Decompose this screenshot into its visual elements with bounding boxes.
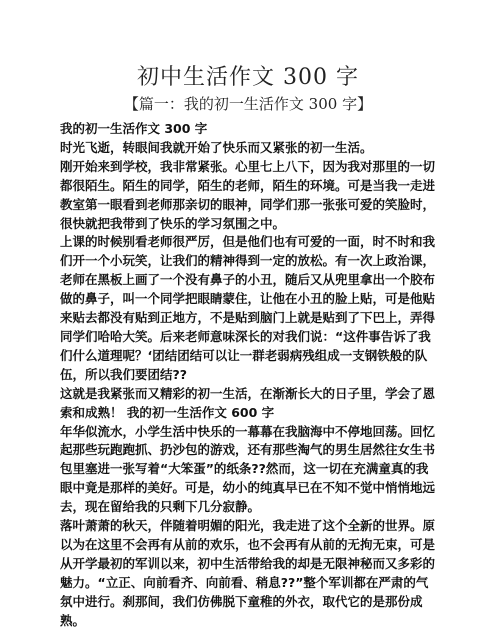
document-body	[60, 120, 436, 630]
paragraph: 刚开始来到学校，我非常紧张。心里七上八下，因为我对那里的一切都很陌生。陌生的同学，陌生的老师，陌生的环境。可是当我一走进教室第一眼看到老师那亲切的眼神，同学们那一张张可爱的笑脸时，很快就把我带到了快乐的学习氛围之中。	[60, 158, 436, 231]
paragraph: 这就是我紧张而又精彩的初一生活，在渐渐长大的日子里，学会了恩索和成熟！ 我的初一生活作文 600 字	[60, 385, 436, 420]
document-title: 初中生活作文 300 字	[137, 65, 359, 90]
paragraph-heading: 我的初一生活作文 300 字	[60, 121, 208, 136]
paragraph: 年华似流水，小学生活中快乐的一幕幕在我脑海中不停地回荡。回忆起那些玩跑跑抓、扔沙包的游戏，还有那些淘气的男生居然往女生书包里塞进一张写着“大笨蛋”的纸条??然而，这一切在充满童真的我眼中竟是那样的美好。可是，幼小的纯真早已在不知不觉中悄悄地远去，现在留给我的只剩下几分寂静。	[60, 423, 436, 515]
paragraph: 落叶萧萧的秋天，伴随着明媚的阳光，我走进了这个全新的世界。原以为在这里不会再有从前的欢乐，也不会再有从前的无拘无束，可是从开学最初的军训以来，初中生活带给我的却是无限神秘而又多彩的魅力。“立正、向前看齐、向前看、稍息??”整个军训都在严肃的气氛中进行。刹那间，我们仿佛脱下童稚的外衣，取代它的是那份成熟。	[60, 518, 436, 628]
document-subtitle: 【篇一：我的初一生活作文 300 字】	[123, 95, 373, 113]
paragraph: 时光飞逝，转眼间我就开始了快乐而又紧张的初一生活。	[60, 139, 373, 155]
paragraph: 上课的时候别看老师很严厉，但是他们也有可爱的一面，时不时和我们开一个小玩笑，让我们的精神得到一定的放松。有一次上政治课，老师在黑板上画了一个没有鼻子的小丑，随后又从兜里拿出一个胶布做的鼻子，叫一个同学把眼睛蒙住，让他在小丑的脸上贴，可是他贴来贴去都没有贴到正地方，不是贴到脑门上就是贴到了下巴上，弄得同学们哈哈大笑。后来老师意味深长的对我们说：“这件事告诉了我们什么道理呢？‘团结团结可以让一群老弱病残组成一支钢铁般的队伍，所以我们要团结??	[60, 234, 436, 382]
